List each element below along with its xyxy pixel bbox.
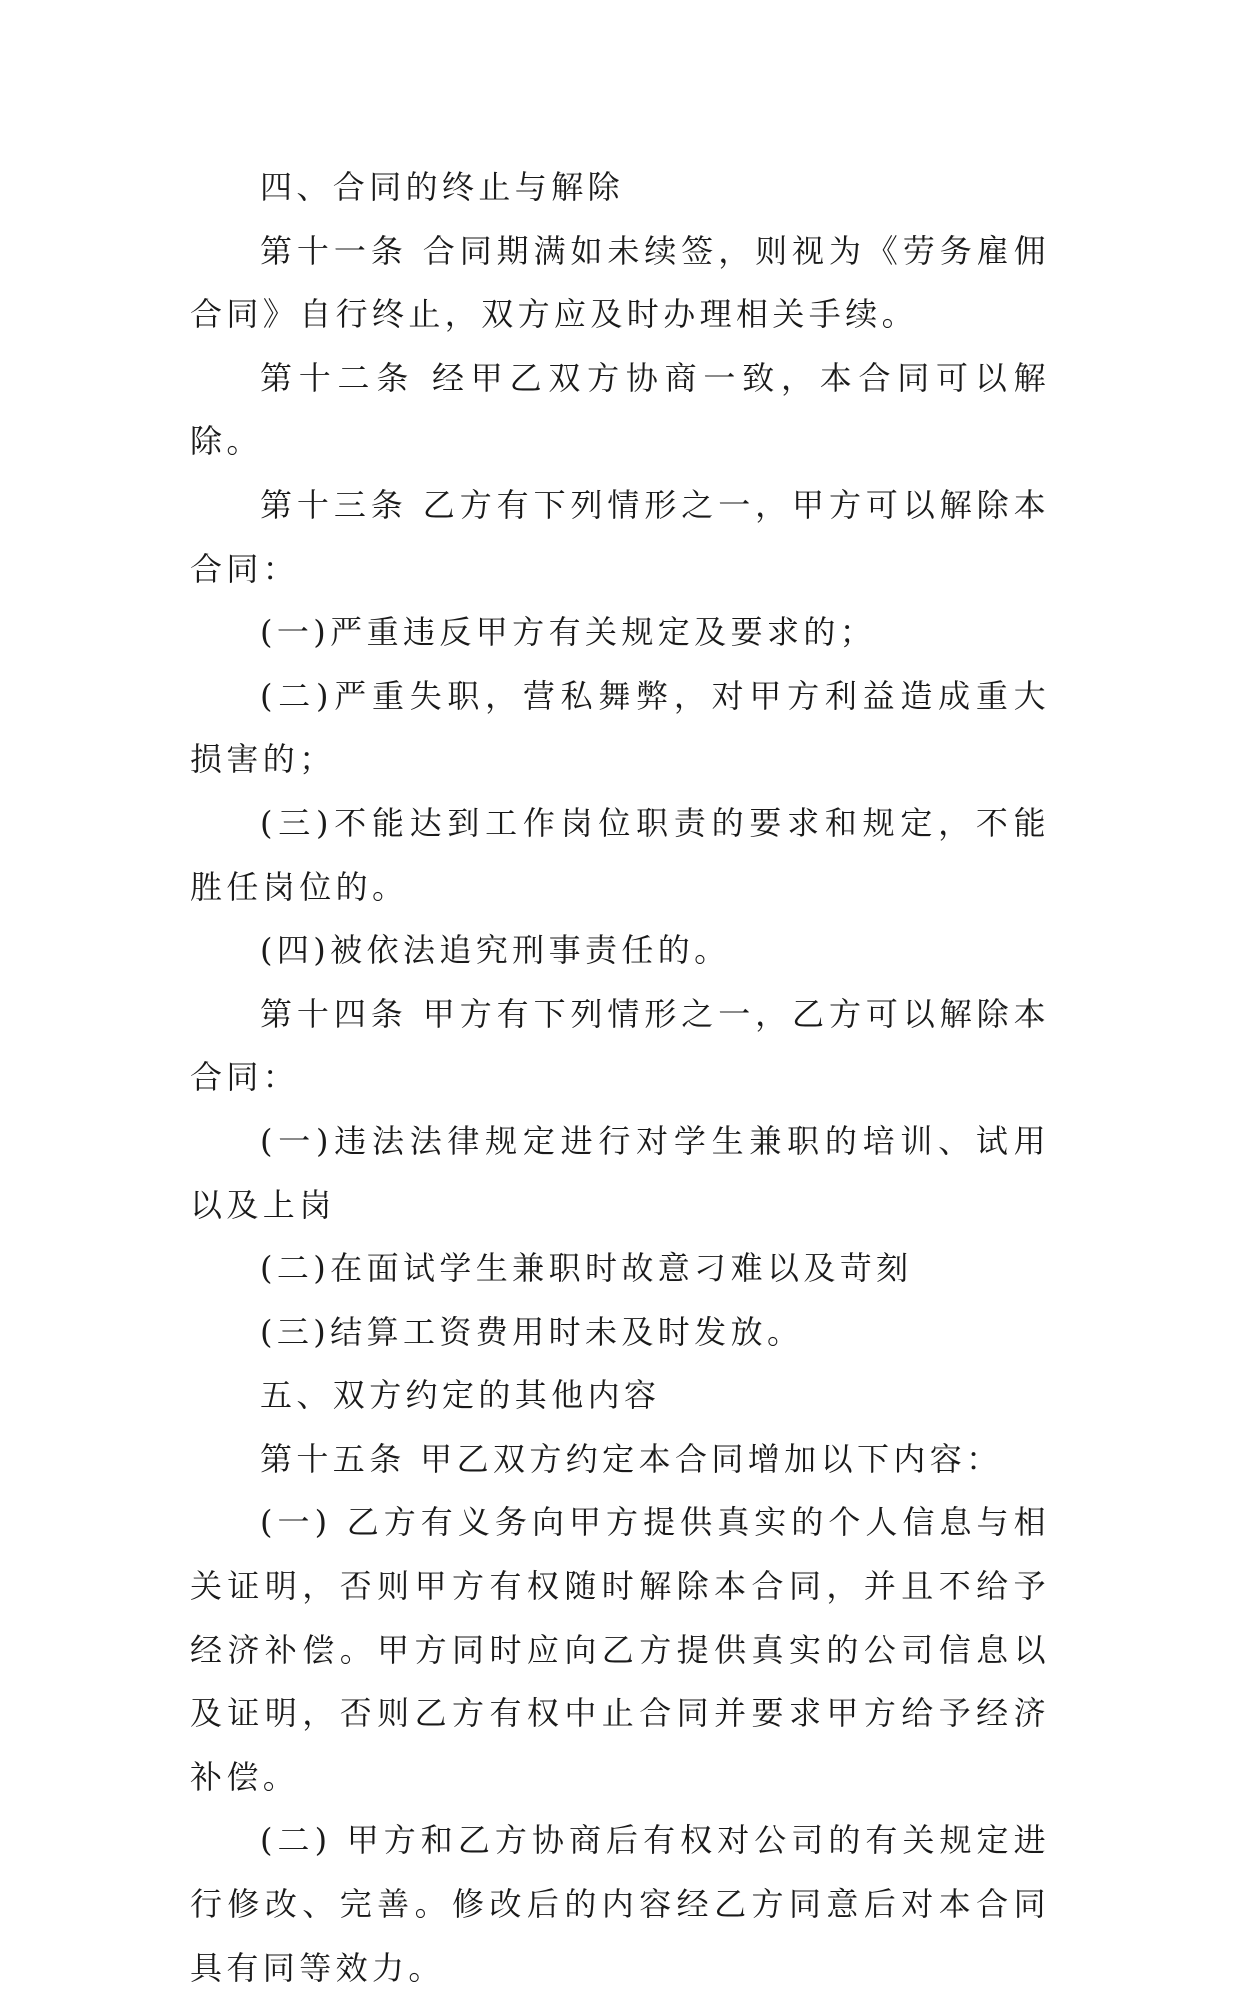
- article-12: 第十二条 经甲乙双方协商一致，本合同可以解除。: [190, 358, 1050, 461]
- article-13: 第十三条 乙方有下列情形之一，甲方可以解除本合同：: [190, 485, 1050, 588]
- article-15-item-2: (二) 甲方和乙方协商后有权对公司的有关规定进行修改、完善。修改后的内容经乙方同意后对本合同具有同等效力。: [190, 1821, 1050, 1987]
- article-14-item-3: (三)结算工资费用时未及时发放。: [260, 1312, 804, 1351]
- document-body: [190, 156, 1050, 2000]
- article-14-item-1: (一)违法法律规定进行对学生兼职的培训、试用以及上岗: [190, 1121, 1050, 1224]
- article-13-item-1: (一)严重违反甲方有关规定及要求的；: [260, 613, 877, 652]
- section-heading-termination: 四、合同的终止与解除: [260, 168, 625, 206]
- article-11: 第十一条 合同期满如未续签，则视为《劳务雇佣合同》自行终止，双方应及时办理相关手续。: [190, 231, 1050, 334]
- article-15: 第十五条 甲乙双方约定本合同增加以下内容：: [260, 1439, 1003, 1478]
- article-13-item-3: (三)不能达到工作岗位职责的要求和规定，不能胜任岗位的。: [190, 803, 1050, 906]
- article-13-item-4: (四)被依法追究刑事责任的。: [260, 931, 731, 970]
- article-13-item-2: (二)严重失职，营私舞弊，对甲方利益造成重大损害的；: [190, 676, 1050, 779]
- article-14: 第十四条 甲方有下列情形之一，乙方可以解除本合同：: [190, 994, 1050, 1097]
- article-15-item-1: (一) 乙方有义务向甲方提供真实的个人信息与相关证明，否则甲方有权随时解除本合同，并且不给予经济补偿。甲方同时应向乙方提供真实的公司信息以及证明，否则乙方有权中止合同并要求甲方给予经济补偿。: [190, 1503, 1050, 1796]
- section-heading-other-terms: 五、双方约定的其他内容: [260, 1376, 661, 1415]
- article-14-item-2: (二)在面试学生兼职时故意刁难以及苛刻: [260, 1249, 913, 1288]
